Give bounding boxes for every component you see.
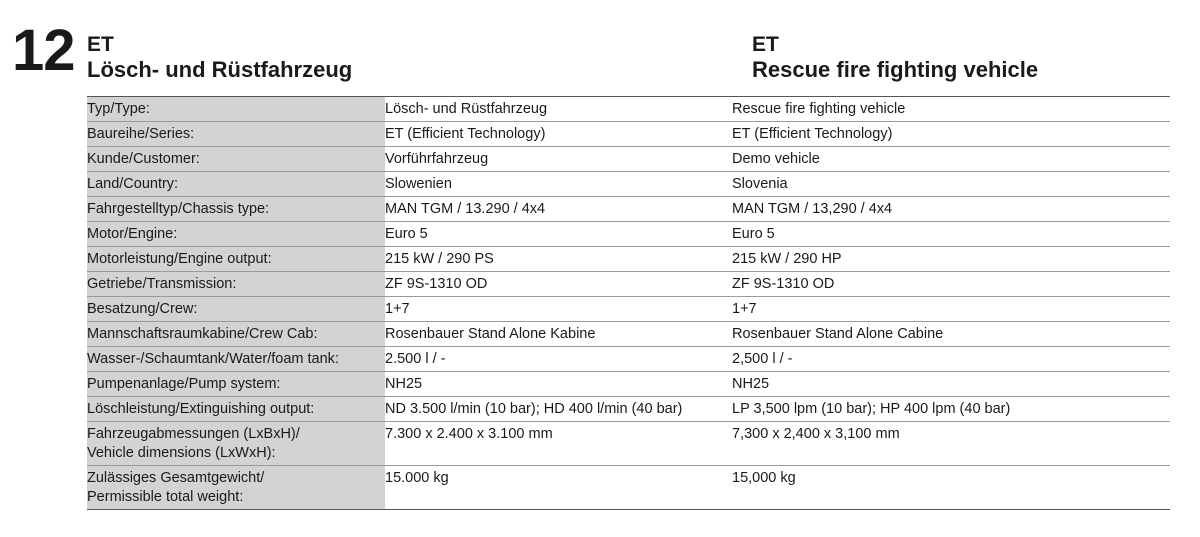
table-row bbox=[87, 197, 1170, 222]
row-value-german: 7.300 x 2.400 x 3.100 mm bbox=[385, 422, 732, 466]
row-label: Kunde/Customer: bbox=[87, 147, 385, 172]
table-row bbox=[87, 272, 1170, 297]
table-row bbox=[87, 347, 1170, 372]
title-german-name: Lösch- und Rüstfahrzeug bbox=[87, 57, 353, 83]
table-row bbox=[87, 466, 1170, 510]
table-row bbox=[87, 147, 1170, 172]
row-value-english: Rosenbauer Stand Alone Cabine bbox=[732, 322, 1170, 347]
row-value-german: ZF 9S-1310 OD bbox=[385, 272, 732, 297]
row-label: Motorleistung/Engine output: bbox=[87, 247, 385, 272]
title-german-model: ET bbox=[87, 33, 114, 56]
table-row bbox=[87, 122, 1170, 147]
row-value-german: NH25 bbox=[385, 372, 732, 397]
table-row bbox=[87, 247, 1170, 272]
row-value-english: Rescue fire fighting vehicle bbox=[732, 97, 1170, 122]
row-label bbox=[87, 422, 385, 466]
row-value-german: 1+7 bbox=[385, 297, 732, 322]
row-label: Getriebe/Transmission: bbox=[87, 272, 385, 297]
row-value-german: ET (Efficient Technology) bbox=[385, 122, 732, 147]
row-value-german: Euro 5 bbox=[385, 222, 732, 247]
row-label: Motor/Engine: bbox=[87, 222, 385, 247]
title-german bbox=[87, 32, 352, 84]
row-label bbox=[87, 466, 385, 510]
row-value-german: 215 kW / 290 PS bbox=[385, 247, 732, 272]
row-label: Wasser-/Schaumtank/Water/foam tank: bbox=[87, 347, 385, 372]
row-value-english: 1+7 bbox=[732, 297, 1170, 322]
row-value-english: 2,500 l / - bbox=[732, 347, 1170, 372]
row-label-line-german: Fahrzeugabmessungen (LxBxH)/ bbox=[87, 426, 300, 442]
row-value-german: ND 3.500 l/min (10 bar); HD 400 l/min (40 bar) bbox=[385, 397, 732, 422]
row-value-english: 7,300 x 2,400 x 3,100 mm bbox=[732, 422, 1170, 466]
title-english bbox=[752, 32, 1038, 84]
table-row bbox=[87, 297, 1170, 322]
row-value-english: Demo vehicle bbox=[732, 147, 1170, 172]
row-value-german: 15.000 kg bbox=[385, 466, 732, 510]
title-english-model: ET bbox=[752, 33, 779, 56]
row-value-english: Euro 5 bbox=[732, 222, 1170, 247]
row-label: Fahrgestelltyp/Chassis type: bbox=[87, 197, 385, 222]
row-label: Besatzung/Crew: bbox=[87, 297, 385, 322]
row-label: Baureihe/Series: bbox=[87, 122, 385, 147]
row-label: Pumpenanlage/Pump system: bbox=[87, 372, 385, 397]
row-label-line-german: Zulässiges Gesamtgewicht/ bbox=[87, 470, 265, 486]
row-label: Typ/Type: bbox=[87, 97, 385, 122]
table-row bbox=[87, 172, 1170, 197]
row-value-german: Slowenien bbox=[385, 172, 732, 197]
spec-table bbox=[87, 96, 1170, 510]
row-value-german: Rosenbauer Stand Alone Kabine bbox=[385, 322, 732, 347]
table-row bbox=[87, 222, 1170, 247]
table-row bbox=[87, 397, 1170, 422]
row-label: Löschleistung/Extinguishing output: bbox=[87, 397, 385, 422]
row-value-english: 15,000 kg bbox=[732, 466, 1170, 510]
row-value-german: Lösch- und Rüstfahrzeug bbox=[385, 97, 732, 122]
row-value-german: 2.500 l / - bbox=[385, 347, 732, 372]
table-row bbox=[87, 372, 1170, 397]
row-value-english: MAN TGM / 13,290 / 4x4 bbox=[732, 197, 1170, 222]
table-row bbox=[87, 422, 1170, 466]
row-label-line-english: Vehicle dimensions (LxWxH): bbox=[87, 445, 276, 461]
row-value-english: ZF 9S-1310 OD bbox=[732, 272, 1170, 297]
row-value-english: ET (Efficient Technology) bbox=[732, 122, 1170, 147]
table-row bbox=[87, 322, 1170, 347]
row-value-german: Vorführfahrzeug bbox=[385, 147, 732, 172]
table-row bbox=[87, 97, 1170, 122]
row-value-german: MAN TGM / 13.290 / 4x4 bbox=[385, 197, 732, 222]
row-value-english: LP 3,500 lpm (10 bar); HP 400 lpm (40 bar) bbox=[732, 397, 1170, 422]
row-label: Mannschaftsraumkabine/Crew Cab: bbox=[87, 322, 385, 347]
title-english-name: Rescue fire fighting vehicle bbox=[752, 57, 1039, 83]
page-number: 12 bbox=[12, 18, 75, 83]
row-value-english: NH25 bbox=[732, 372, 1170, 397]
row-label-line-english: Permissible total weight: bbox=[87, 489, 244, 505]
row-label: Land/Country: bbox=[87, 172, 385, 197]
row-value-english: 215 kW / 290 HP bbox=[732, 247, 1170, 272]
row-value-english: Slovenia bbox=[732, 172, 1170, 197]
